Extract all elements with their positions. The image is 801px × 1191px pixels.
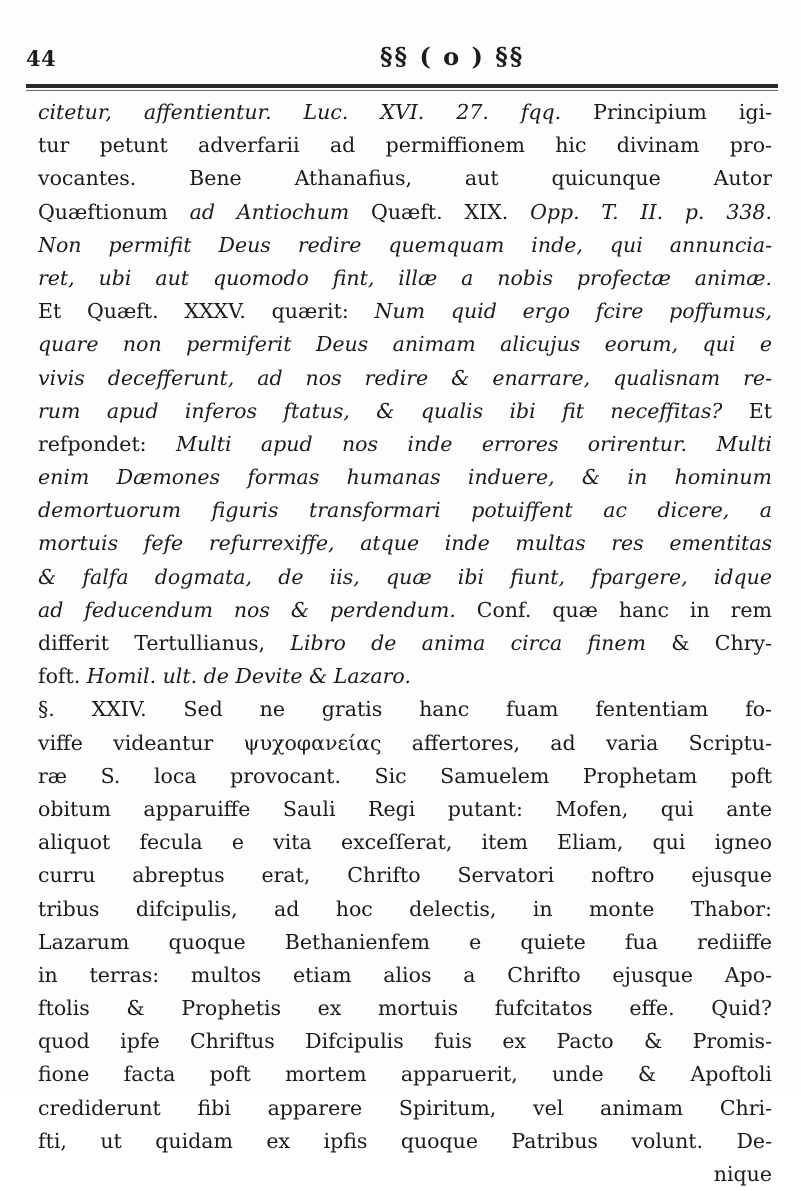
text-segment: rum apud inferos ftatus, & qualis ibi fit neceffitas? <box>38 398 723 423</box>
text-segment: in terras: multos etiam alios a Chrifto ejusque Apo- <box>38 962 772 987</box>
text-segment: vivis decefferunt, ad nos redire & enarrare, qualisnam re- <box>38 365 772 390</box>
text-segment: ræ S. loca provocant. Sic Samuelem Prophetam poft <box>38 763 772 788</box>
text-segment: quare non permiferit Deus animam alicujus eorum, qui e <box>38 332 772 357</box>
text-segment: & falfa dogmata, de iis, quæ ibi fiunt, fpargere, idque <box>38 564 772 589</box>
text-segment: fti, ut quidam ex ipfis quoque Patribus volunt. De- <box>38 1128 772 1153</box>
header-rule <box>26 84 778 88</box>
text-line <box>38 129 772 162</box>
text-segment: Et <box>722 398 772 423</box>
text-segment: viffe videantur ψυχοφανείας affertores, ad varia Scriptu- <box>38 730 772 755</box>
text-line <box>38 96 772 129</box>
text-segment: Conf. quæ hanc in rem <box>455 597 772 622</box>
text-line <box>38 893 772 926</box>
text-segment: crediderunt fibi apparere Spiritum, vel animam Chri- <box>38 1095 772 1120</box>
text-line <box>38 1158 772 1191</box>
text-line <box>38 196 772 229</box>
text-line <box>38 793 772 826</box>
text-line <box>38 1092 772 1125</box>
text-line <box>38 959 772 992</box>
text-segment: tur petunt adverfarii ad permiffionem hic divinam pro- <box>38 133 772 158</box>
text-line <box>38 262 772 295</box>
text-segment: demortuorum figuris transformari potuiffent ac dicere, a <box>38 498 772 523</box>
text-segment: ad feducendum nos & perdendum. <box>38 597 456 622</box>
page-number: 44 <box>26 46 57 71</box>
text-line <box>38 494 772 527</box>
text-line <box>38 162 772 195</box>
text-line <box>38 428 772 461</box>
text-line <box>38 992 772 1025</box>
text-segment: quod ipfe Chriftus Difcipulis fuis ex Pacto & Promis- <box>38 1029 772 1054</box>
text-segment: Quæftionum <box>38 199 190 224</box>
text-segment: Principium igi- <box>561 100 772 124</box>
text-line <box>38 328 772 361</box>
text-line <box>38 594 772 627</box>
text-segment: ret, ubi aut quomodo fint, illæ a nobis profectæ animæ. <box>38 265 772 290</box>
text-segment: ad Antiochum <box>189 199 350 224</box>
text-segment: §. XXIV. Sed ne gratis hanc fuam fententiam fo- <box>38 697 772 722</box>
text-line <box>38 461 772 494</box>
text-line <box>38 660 772 693</box>
header-rule-thin <box>26 90 778 91</box>
page-header <box>26 32 778 74</box>
text-segment: fione facta poft mortem apparuerit, unde & Apoftoli <box>38 1062 772 1087</box>
text-segment: enim Dæmones formas humanas induere, & in hominum <box>38 465 772 490</box>
text-segment: differit Tertullianus, <box>38 631 291 655</box>
text-line <box>38 395 772 428</box>
text-segment: Homil. ult. de Devite & Lazaro. <box>86 664 411 689</box>
text-segment: refpondet: <box>38 431 176 456</box>
text-segment: Opp. T. II. p. 338. <box>530 199 772 224</box>
text-segment: Non permifit Deus redire quemquam inde, qui annuncia- <box>38 232 772 257</box>
text-segment: ftolis & Prophetis ex mortuis fufcitatos effe. Quid? <box>38 996 772 1021</box>
text-segment: mortuis fefe refurrexiffe, atque inde multas res ementitas <box>38 531 772 556</box>
text-line <box>38 561 772 594</box>
text-line <box>38 926 772 959</box>
text-line <box>38 693 772 726</box>
text-segment: Et Quæft. XXXV. quærit: <box>38 299 375 324</box>
text-line <box>38 1125 772 1158</box>
text-segment: foft. <box>38 664 87 689</box>
text-line <box>38 527 772 560</box>
text-segment: tribus difcipulis, ad hoc delectis, in monte Thabor: <box>38 896 772 921</box>
text-segment: aliquot fecula e vita exceſſerat, item Eliam, qui igneo <box>38 830 772 855</box>
text-segment: Num quid ergo fcire poffumus, <box>374 299 772 324</box>
text-segment: Multi apud nos inde errores orirentur. Multi <box>175 431 772 456</box>
text-line <box>38 826 772 859</box>
text-segment: citetur, affentientur. Luc. XVI. 27. fqq. <box>38 100 562 124</box>
text-line <box>38 295 772 328</box>
text-line <box>38 229 772 262</box>
text-segment: obitum apparuiffe Sauli Regi putant: Mofen, qui ante <box>38 796 772 821</box>
text-line <box>38 627 772 660</box>
text-segment: Lazarum quoque Bethanienfem e quiete fua rediiffe <box>38 929 772 954</box>
text-line <box>38 1025 772 1058</box>
body-text <box>38 96 772 1191</box>
header-ornament: §§ ( o ) §§ <box>380 42 525 71</box>
text-line <box>38 760 772 793</box>
text-line <box>38 1058 772 1091</box>
text-segment: Libro de anima circa finem <box>290 631 646 655</box>
text-segment: vocantes. Bene Athanafius, aut quicunque Autor <box>38 166 772 191</box>
text-line <box>38 362 772 395</box>
text-segment: & Chry- <box>645 631 772 655</box>
text-segment: Quæft. XIX. <box>349 199 531 224</box>
text-line <box>38 727 772 760</box>
text-segment: nique <box>713 1162 772 1186</box>
text-line <box>38 859 772 892</box>
text-segment: curru abreptus erat, Chrifto Servatori noftro ejusque <box>38 863 772 888</box>
